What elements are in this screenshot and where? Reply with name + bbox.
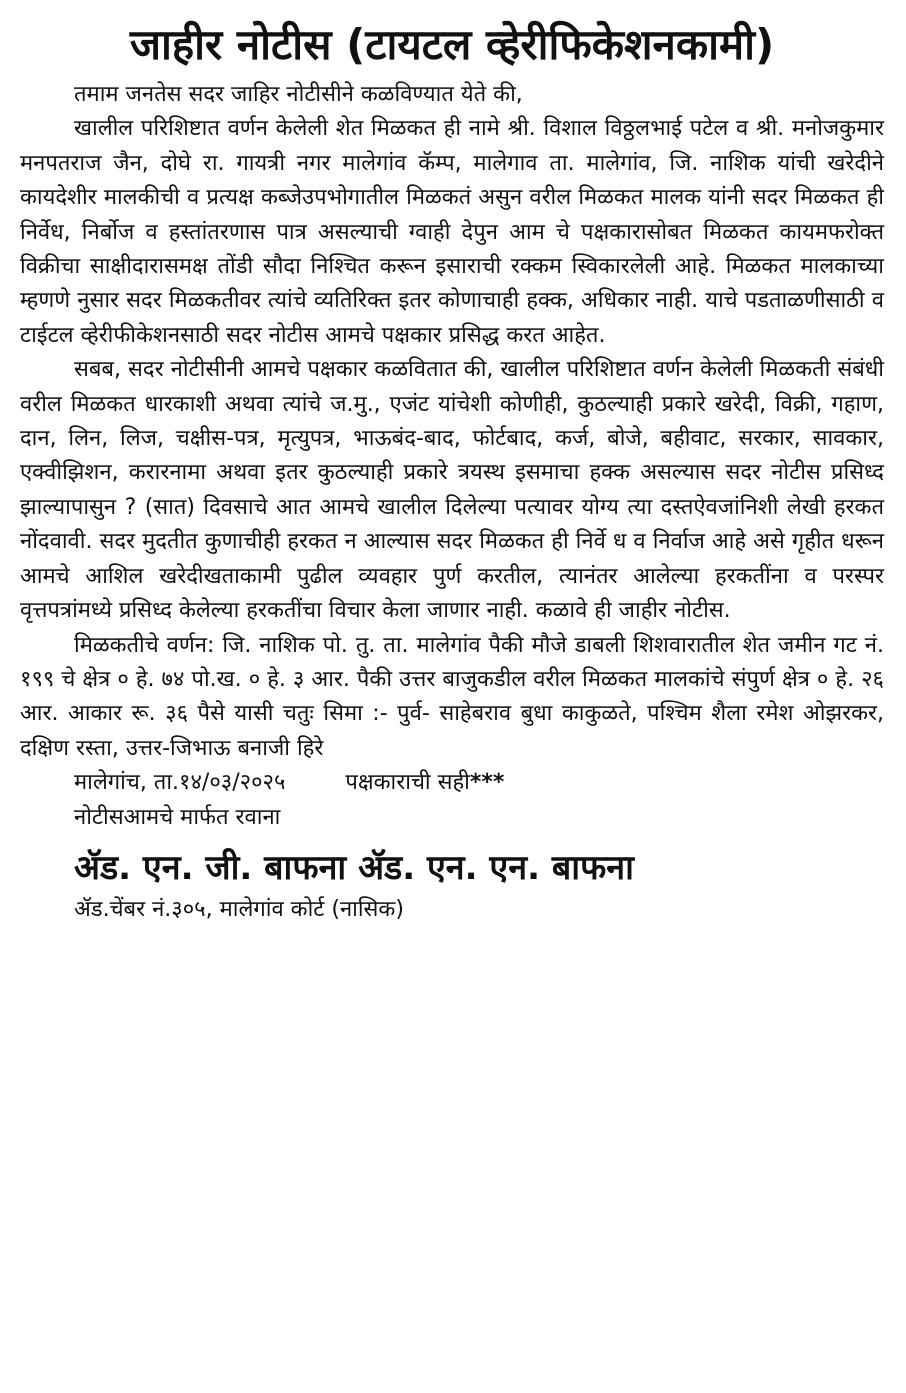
client-signature-label: पक्षकाराची सही bbox=[345, 770, 470, 796]
place-date-signature-line bbox=[20, 766, 884, 800]
signature-stars: *** bbox=[469, 770, 505, 796]
advocate-names: ॲड. एन. जी. बाफना ॲड. एन. एन. बाफना bbox=[74, 847, 634, 888]
chamber-address: ॲड.चेंबर नं.३०५, मालेगांव कोर्ट (नासिक) bbox=[74, 896, 404, 922]
notice-opening: तमाम जनतेस सदर जाहिर नोटीसीने कळविण्यात येते की, bbox=[74, 82, 523, 107]
place-date: मालेगांच, ता.१४/०३/२०२५ bbox=[74, 770, 286, 796]
notice-paragraph-property-description: मिळकतीचे वर्णन: जि. नाशिक पो. तु. ता. मालेगांव पैकी मौजे डाबली शिशवारातील शेत जमीन गट नं. १९९ चे क्षेत्र ० हे. ७४ पो.ख. ० हे. ३ आर. पैकी उत्तर बाजुकडील वरील मिळकत मालकांचे संपुर्ण क्षेत्र ० हे. २६ आर. आकार रू. ३६ पैसे यासी चतुः सिमा :- पुर्व- साहेबराव बुधा काकुळते, पश्चिम शैला रमेश ओझरकर, दक्षिण रस्ता, उत्तर-जिभाऊ बनाजी हिरे bbox=[20, 632, 884, 761]
notice-title: जाहीर नोटीस (टायटल व्हेरीफिकेशनकामी) bbox=[129, 20, 775, 69]
notice-paragraph-property-owners: खालील परिशिष्टात वर्णन केलेली शेत मिळकत ही नामे श्री. विशाल विठ्ठलभाई पटेल व श्री. मनोजकुमार मनपतराज जैन, दोघे रा. गायत्री नगर मालेगांव कॅम्प, मालेगाव ता. मालेगांव, जि. नाशिक यांची खरेदीने कायदेशीर मालकीची व प्रत्यक्ष कब्जेउपभोगातील मिळकतं असुन वरील मिळकत मालक यांनी सदर मिळकत ही निर्वेध, निर्बोज व हस्तांतरणास पात्र असल्याची ग्वाही देपुन आम चे पक्षकारासोबत मिळकत कायमफरोक्त विक्रीचा साक्षीदारासमक्ष तोंडी सौदा निश्चित करून इसाराची रक्कम स्विकारलेली आहे. मिळकत मालकाच्या म्हणणे नुसार सदर मिळकतीवर त्यांचे व्यतिरिक्त इतर कोणाचाही हक्क, अधिकार नाही. याचे पडताळणीसाठी व टाईटल व्हेरीफीकेशनसाठी सदर नोटीस आमचे पक्षकार प्रसिद्ध करत आहेत. bbox=[20, 116, 884, 348]
notice-paragraph-objections: सबब, सदर नोटीसीनी आमचे पक्षकार कळवितात की, खालील परिशिष्टात वर्णन केलेली मिळकती संबंधी वरील मिळकत धारकाशी अथवा त्यांचे ज.मु., एजंट यांचेशी कोणीही, कुठल्याही प्रकारे खरेदी, विक्री, गहाण, दान, लिन, लिज, चक्षीस-पत्र, मृत्युपत्र, भाऊबंद-बाद, फोर्टबाद, कर्ज, बोजे, बहीवाट, सरकार, सावकार, एक्वीझिशन, करारनामा अथवा इतर कुठल्याही प्रकारे त्रयस्थ इसमाचा हक्क असल्यास सदर नोटीस प्रसिध्द झाल्यापासुन ? (सात) दिवसाचे आत आमचे खालील दिलेल्या पत्यावर योग्य त्या दस्तऐवजांनिशी लेखी हरकत नोंदवावी. सदर मुदतीत कुणाचीही हरकत न आल्यास सदर मिळकत ही निर्वे ध व निर्वाज आहे असे गृहीत धरून आमचे आशिल खरेदीखताकामी पुढील व्यवहार पुर्ण करतील, त्यानंतर आलेल्या हरकतींना व परस्पर वृत्तपत्रांमध्ये प्रसिध्द केलेल्या हरकतींचा विचार केला जाणार नाही. कळावे ही जाहीर नोटीस. bbox=[20, 357, 884, 624]
sent-through-line: नोटीसआमचे मार्फत रवाना bbox=[74, 804, 281, 830]
